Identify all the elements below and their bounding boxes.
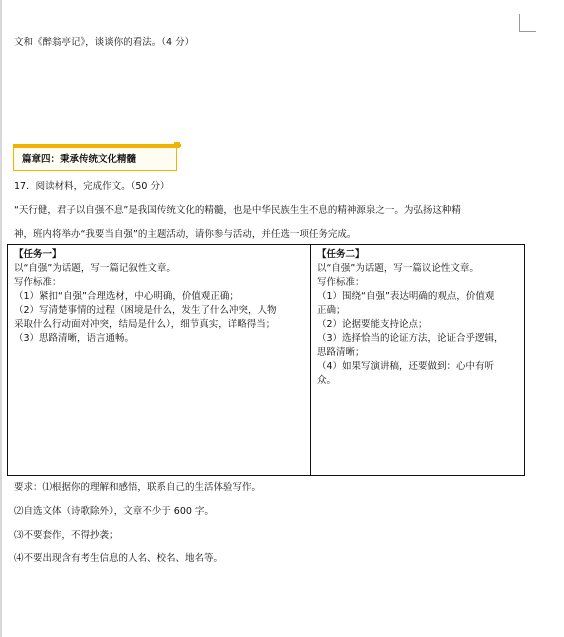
task1-line: 采取什么行动面对冲突，结局是什么），细节真实，详略得当； (14, 319, 276, 330)
task1-cell (14, 248, 306, 346)
task1-line: （3）思路清晰，语言通畅。 (14, 333, 135, 344)
requirement-item: ⑶不要套作，不得抄袭； (14, 530, 119, 541)
material-text-line1: “天行健，君子以自强不息”是我国传统文化的精髓，也是中华民族生生不息的精神源泉之一。为弘扬这种精 (14, 205, 461, 216)
requirement-item: 要求：⑴根据你的理解和感悟，联系自己的生活体验写作。 (14, 482, 262, 493)
margin-corner-mark-horizontal (519, 31, 536, 32)
task2-line: 正确； (317, 305, 346, 316)
task1-line: 写作标准： (14, 277, 62, 288)
task2-line: （1）围绕“自强”表达明确的观点，价值观 (317, 291, 495, 302)
task1-line: （2）写清楚事情的过程（困境是什么，发生了什么冲突，人物 (14, 305, 277, 316)
question-fragment-text: 文和《醉翁亭记》，谈谈你的看法。（4 分） (14, 37, 195, 48)
task2-title: 【任务二】 (317, 249, 365, 260)
task1-title: 【任务一】 (14, 249, 62, 260)
task1-line: 以“自强”为话题，写一篇记叙性文章。 (14, 263, 176, 274)
task1-line: （1）紧扣“自强”合理选材，中心明确，价值观正确； (14, 291, 239, 302)
section-header-box (13, 147, 177, 171)
question-heading: 17．阅读材料，完成作文。（50 分） (14, 181, 170, 192)
requirement-item: ⑵自选文体（诗歌除外），文章不少于 600 字。 (14, 506, 214, 517)
table-column-divider (310, 245, 311, 475)
task2-line: （2）论据要能支持论点； (317, 319, 428, 330)
task2-line: 以“自强”为话题，写一篇议论性文章。 (317, 263, 479, 274)
requirement-item: ⑷不要出现含有考生信息的人名、校名、地名等。 (14, 553, 224, 564)
task2-line: 思路清晰； (317, 347, 365, 358)
task2-cell (317, 248, 515, 388)
page-left-edge (0, 0, 2, 637)
margin-corner-mark (519, 14, 520, 32)
material-text-line2: 神，班内将举办“我要当自强”的主题活动，请你参与活动，并任选一项任务完成。 (14, 229, 357, 240)
task2-line: 众。 (317, 375, 337, 386)
task2-line: （3）选择恰当的论证方法，论证合乎逻辑， (317, 333, 504, 344)
task2-line: 写作标准： (317, 277, 365, 288)
task-table (7, 244, 525, 476)
task2-line: （4）如果写演讲稿，还要做到：心中有听 (317, 361, 495, 372)
section-title: 篇章四：秉承传统文化精髓 (22, 154, 137, 165)
